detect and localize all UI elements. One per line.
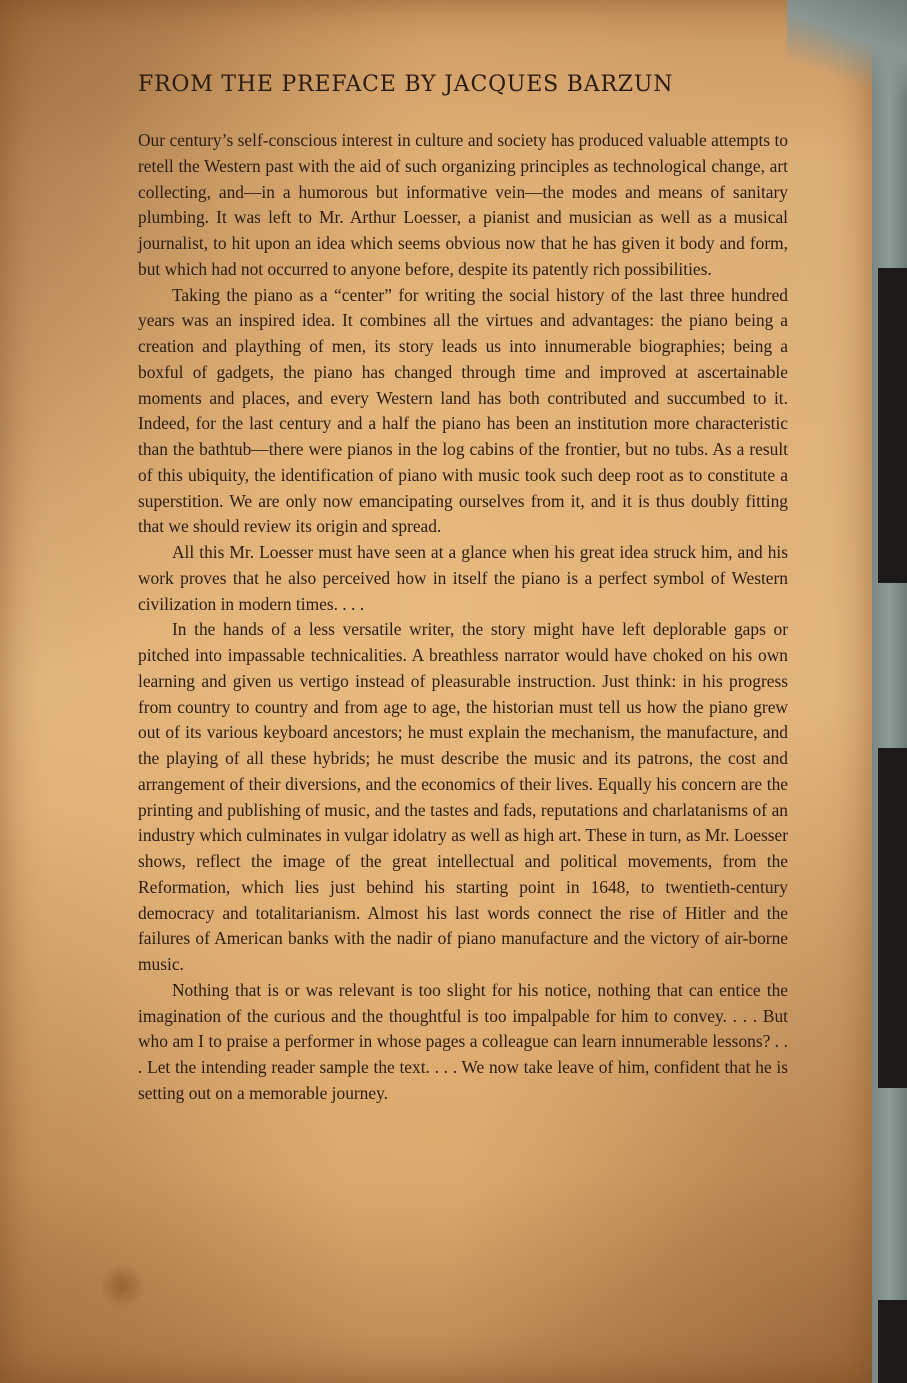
preface-text (138, 128, 788, 1107)
preface-heading: FROM THE PREFACE BY JACQUES BARZUN (138, 72, 674, 97)
tape-strip-lower (878, 1300, 907, 1383)
tape-strip-upper (878, 268, 907, 583)
paragraph-5: Nothing that is or was relevant is too slight for his notice, nothing that can entice the imagination of the curious and the thoughtful is too impalpable for him to convey. . . . But who am I to praise a performer in whose pages a colleague can learn innumerable lessons? . . . Let the intending reader sample the text. . . . We now take leave of him, confident that he is setting out on a memorable journey. (138, 979, 788, 1103)
paper-stain (100, 1262, 144, 1310)
paragraph-4: In the hands of a less versatile writer, the story might have left deplorable gaps or pitched into impassable technicalities. A breathless narrator would have choked on his own learning and given us vertigo instead of pleasurable instruction. Just think: in his progress from country to country and from age to age, the historian must tell us how the piano grew out of its various keyboard ancestors; he must explain the mechanism, the manufacture, and the playing of all these hybrids; he must describe the music and its patrons, the cost and arrangement of their diversions, and the economics of their lives. Equally his concern are the printing and publishing of music, and the tastes and fads, reputations and charlatanisms of an industry which culminates in vulgar idolatry as well as high art. These in turn, as Mr. Loesser shows, reflect the image of the great intellectual and political movements, from the Reformation, which lies just behind his starting point in 1648, to twentieth-century democracy and totalitarianism. Almost his last words connect the rise of Hitler and the failures of American banks with the nadir of piano manufacture and the victory of air-borne music. (138, 619, 788, 974)
tape-strip-middle (878, 748, 907, 1088)
paragraph-3: All this Mr. Loesser must have seen at a glance when his great idea struck him, and his work proves that he also perceived how in itself the piano is a perfect symbol of Western civilization in modern times. . . . (138, 542, 788, 614)
paragraph-1: Our century’s self-conscious interest in culture and society has produced valuable attempts to retell the Western past with the aid of such organizing principles as technological change, art collecting, and—in a humorous but informative vein—the modes and means of sanitary plumbing. It was left to Mr. Arthur Loesser, a pianist and musician as well as a musical journalist, to hit upon an idea which seems obvious now that he has given it body and form, but which had not occurred to anyone before, despite its patently rich possibilities. (138, 130, 788, 279)
torn-corner (787, 0, 907, 95)
cloth-binding-edge (872, 0, 907, 1383)
paragraph-2: Taking the piano as a “center” for writing the social history of the last three hundred years was an inspired idea. It combines all the virtues and advantages: the piano being a creation and plaything of men, its story leads us into innumerable biographies; being a boxful of gadgets, the piano has changed through time and improved at ascertainable moments and places, and every Western land has both contributed and succumbed to it. Indeed, for the last century and a half the piano has been an institution more characteristic than the bathtub—there were pianos in the log cabins of the frontier, but no tubs. As a result of this ubiquity, the identification of piano with music took such deep root as to constitute a superstition. We are only now emancipating ourselves from it, and it is thus doubly fitting that we should review its origin and spread. (138, 284, 788, 537)
